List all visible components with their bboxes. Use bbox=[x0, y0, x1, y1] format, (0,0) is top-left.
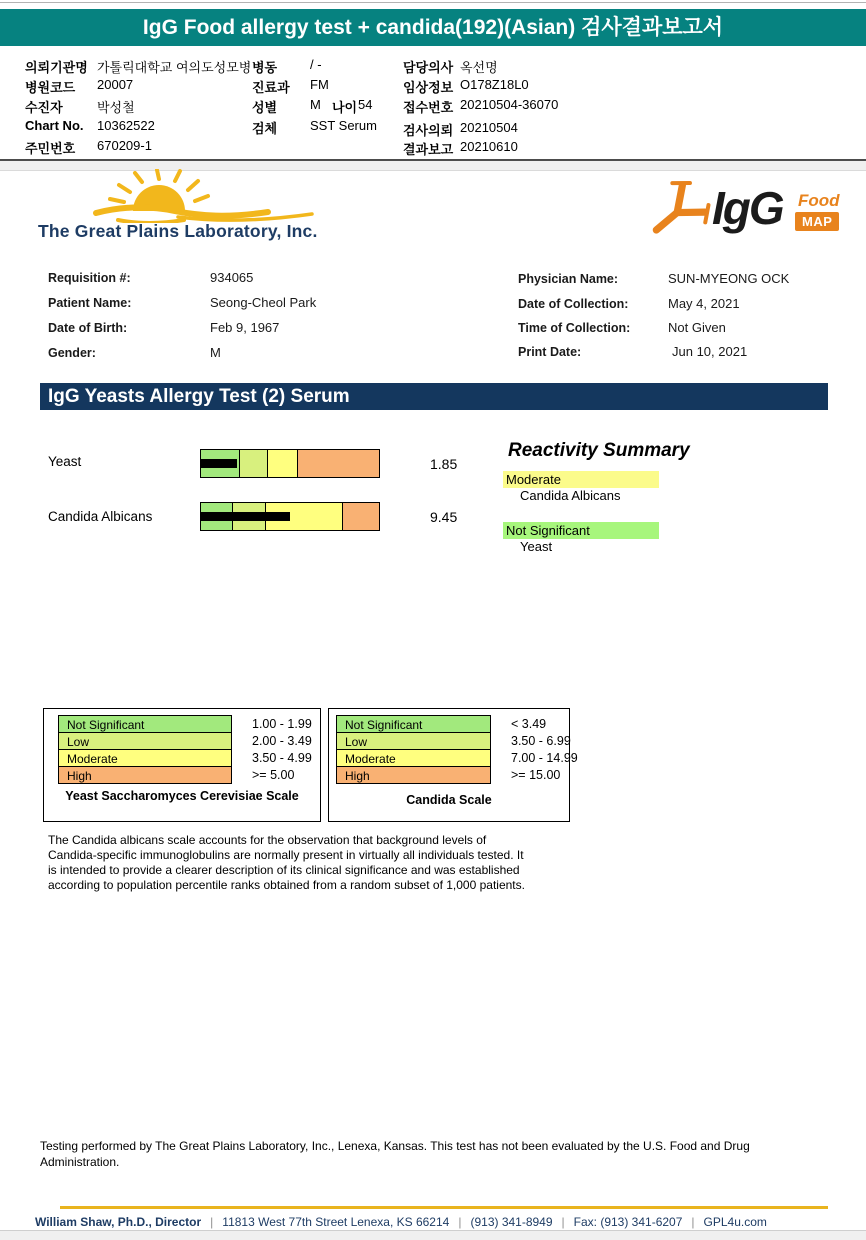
footer-address: 11813 West 77th Street Lenexa, KS 66214 bbox=[222, 1215, 450, 1229]
info-label: Physician Name: bbox=[518, 272, 619, 286]
field-value: 옥선명 bbox=[460, 60, 498, 75]
scale-range: 2.00 - 3.49 bbox=[252, 734, 312, 748]
igg-logo-text: IgG bbox=[712, 182, 783, 234]
field-value: 10362522 bbox=[97, 118, 155, 133]
analyte-name: Candida Albicans bbox=[48, 509, 153, 524]
lab-name: The Great Plains Laboratory, Inc. bbox=[38, 221, 318, 241]
map-logo-badge: MAP bbox=[795, 212, 839, 231]
scale-row bbox=[58, 715, 312, 733]
info-label: Patient Name: bbox=[48, 296, 132, 310]
info-value: May 4, 2021 bbox=[668, 296, 740, 311]
info-value: Seong-Cheol Park bbox=[210, 295, 317, 310]
footer-separator: | bbox=[691, 1215, 695, 1229]
field-value: 670209-1 bbox=[97, 138, 152, 153]
scale-level: High bbox=[58, 766, 232, 784]
field-label: Chart No. bbox=[25, 118, 84, 133]
field-value: 20210610 bbox=[460, 139, 518, 154]
field-value: SST Serum bbox=[310, 118, 377, 133]
info-value: M bbox=[210, 345, 221, 360]
result-marker bbox=[200, 512, 290, 521]
scale-level: Moderate bbox=[336, 749, 491, 767]
bar-segment-high bbox=[297, 449, 380, 478]
field-label: 병원코드 bbox=[25, 80, 76, 95]
scale-row bbox=[336, 749, 578, 767]
food-logo-text: Food bbox=[798, 191, 840, 210]
sun-waves-icon bbox=[38, 169, 328, 223]
scale-level: Not Significant bbox=[58, 715, 232, 733]
scale-level: Low bbox=[58, 732, 232, 750]
scale-level: Not Significant bbox=[336, 715, 491, 733]
scale-row bbox=[336, 715, 578, 733]
info-label: Print Date: bbox=[518, 345, 582, 359]
scale-row bbox=[58, 749, 312, 767]
scale-range: >= 5.00 bbox=[252, 768, 295, 782]
candida-scale-box bbox=[328, 708, 578, 822]
scale-range: 7.00 - 14.99 bbox=[511, 751, 578, 765]
footer-rule bbox=[60, 1206, 828, 1209]
field-label: 진료과 bbox=[252, 80, 290, 95]
field-label: 검체 bbox=[252, 121, 278, 136]
antibody-icon bbox=[638, 175, 720, 247]
field-value: M bbox=[310, 97, 321, 112]
info-label: Time of Collection: bbox=[518, 321, 631, 335]
yeast-scale-box bbox=[43, 708, 321, 822]
footer bbox=[35, 1215, 845, 1229]
field-value: 박성철 bbox=[97, 100, 135, 115]
field-label: 수진자 bbox=[25, 100, 63, 115]
field-value: FM bbox=[310, 77, 329, 92]
info-value: SUN-MYEONG OCK bbox=[668, 271, 790, 286]
bar-segment-high bbox=[342, 502, 380, 531]
info-label: Date of Birth: bbox=[48, 321, 128, 335]
report-title: IgG Food allergy test + candida(192)(Asian) 검사결과보고서 bbox=[142, 16, 724, 39]
candida-note: The Candida albicans scale accounts for the observation that background levels of Candida-specific immunoglobulins are normally present in virtually all individuals tested. It is intended to provide a clearer description of its clinical significance and was established according to population percentile ranks obtained from a random subset of 1,000 patients. bbox=[48, 833, 525, 892]
section-header bbox=[40, 383, 828, 410]
footer-separator: | bbox=[210, 1215, 214, 1229]
reactivity-item: Candida Albicans bbox=[520, 488, 621, 503]
disclaimer-text: Testing performed by The Great Plains Laboratory, Inc., Lenexa, Kansas. This test has not been evaluated by the U.S. Food and Drug Administration. bbox=[40, 1139, 750, 1169]
bar-segment-low bbox=[239, 449, 268, 478]
field-label: 성별 bbox=[252, 100, 278, 115]
reactivity-bar-yeast bbox=[200, 449, 380, 478]
field-label: 나이 bbox=[332, 100, 358, 115]
scale-row bbox=[336, 766, 578, 784]
field-label: 담당의사 bbox=[403, 60, 454, 75]
field-value: 54 bbox=[358, 97, 373, 112]
field-label: 의뢰기관명 bbox=[25, 60, 88, 75]
field-label: 접수번호 bbox=[403, 100, 454, 115]
analyte-name: Yeast bbox=[48, 454, 82, 469]
section-title: IgG Yeasts Allergy Test (2) Serum bbox=[48, 386, 350, 407]
footer-website: GPL4u.com bbox=[703, 1215, 767, 1229]
field-value: 가톨릭대학교 여의도성모병 bbox=[97, 60, 252, 75]
scale-caption: Yeast Saccharomyces Cerevisiae Scale bbox=[65, 789, 299, 803]
field-label: 검사의뢰 bbox=[403, 123, 454, 138]
info-value: 934065 bbox=[210, 270, 254, 285]
report-banner bbox=[0, 9, 866, 46]
scale-range: 3.50 - 4.99 bbox=[252, 751, 312, 765]
info-value: Feb 9, 1967 bbox=[210, 320, 280, 335]
field-value: O178Z18L0 bbox=[460, 77, 529, 92]
reactivity-item: Yeast bbox=[520, 539, 553, 554]
scale-level: Moderate bbox=[58, 749, 232, 767]
footer-phone: (913) 341-8949 bbox=[470, 1215, 553, 1229]
result-value: 9.45 bbox=[430, 509, 458, 525]
scale-row bbox=[58, 732, 312, 750]
scale-caption: Candida Scale bbox=[406, 793, 492, 807]
yeast-scale-table bbox=[58, 715, 312, 784]
scale-range: < 3.49 bbox=[511, 717, 547, 731]
field-value: / - bbox=[310, 57, 322, 72]
scale-range: 3.50 - 6.99 bbox=[511, 734, 571, 748]
info-label: Gender: bbox=[48, 346, 96, 360]
footer-separator: | bbox=[561, 1215, 565, 1229]
field-value: 20210504 bbox=[460, 120, 518, 135]
scale-range: >= 15.00 bbox=[511, 768, 561, 782]
field-value: 20007 bbox=[97, 77, 134, 92]
scale-level: Low bbox=[336, 732, 491, 750]
scale-row bbox=[336, 732, 578, 750]
scale-level: High bbox=[336, 766, 491, 784]
bottom-page-edge bbox=[0, 1230, 866, 1240]
info-label: Requisition #: bbox=[48, 271, 131, 285]
result-value: 1.85 bbox=[430, 456, 458, 472]
field-label: 주민번호 bbox=[25, 141, 76, 156]
igg-foodmap-logo bbox=[638, 175, 848, 247]
reactivity-level-not-significant: Not Significant bbox=[503, 522, 659, 539]
reactivity-summary-title: Reactivity Summary bbox=[508, 440, 690, 461]
field-value: 20210504-36070 bbox=[460, 97, 559, 112]
field-label: 병동 bbox=[252, 60, 278, 75]
bar-segment-moderate bbox=[267, 449, 298, 478]
result-marker bbox=[200, 459, 237, 468]
reactivity-level-moderate: Moderate bbox=[503, 471, 659, 488]
footer-separator: | bbox=[458, 1215, 462, 1229]
footer-fax: Fax: (913) 341-6207 bbox=[573, 1215, 683, 1229]
scale-row bbox=[58, 766, 312, 784]
info-value: Jun 10, 2021 bbox=[672, 344, 748, 359]
reactivity-bar-candida bbox=[200, 502, 380, 531]
gpl-logo bbox=[38, 169, 328, 249]
info-label: Date of Collection: bbox=[518, 297, 629, 311]
footer-director: William Shaw, Ph.D., Director bbox=[35, 1215, 202, 1229]
scale-range: 1.00 - 1.99 bbox=[252, 717, 312, 731]
top-divider-line bbox=[0, 2, 866, 3]
candida-scale-table bbox=[336, 715, 578, 784]
info-value: Not Given bbox=[668, 320, 726, 335]
field-label: 임상정보 bbox=[403, 80, 454, 95]
field-label: 결과보고 bbox=[403, 142, 454, 157]
